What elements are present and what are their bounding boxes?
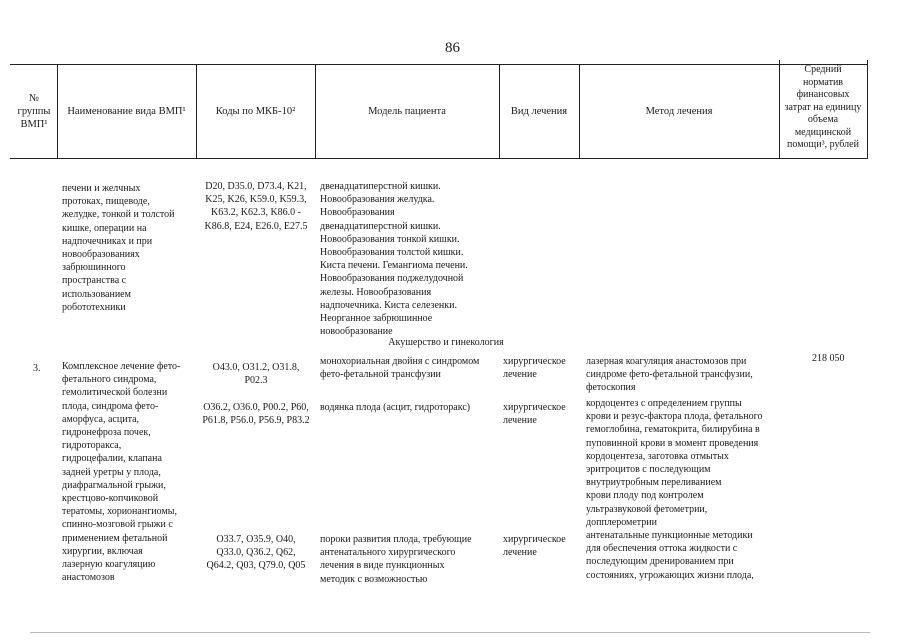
continuation-vmp-name: печени и желчных протоках, пищеводе, желудке, тонкой и толстой кишке, операции на надпочечниках и при новообразованиях забрюшинного пространства с использованием робототехники — [62, 183, 175, 313]
header-treatment-type: Вид лечения — [510, 105, 568, 117]
header-patient-model: Модель пациента — [368, 105, 446, 117]
row-2-treatment-method: кордоцентез с определением группы крови и резус-фактора плода, фетального гемоглобина, гематокрита, билирубина в пуповинной крови в момент проведения кордоцентеза, заготовка отмытых эритроцитов с последующим внутриутробным переливанием крови плоду под контролем ультразвуковой фетометрии, допплерометрии — [586, 398, 763, 528]
row-1-patient-model: монохориальная двойня с синдромом фето-фетальной трансфузии — [320, 356, 480, 381]
row-2-patient-model: водянка плода (асцит, гидроторакс) — [320, 402, 471, 413]
header-treatment-method: Метод лечения — [645, 105, 713, 117]
row-1-treatment-method: лазерная коагуляция анастомозов при синдроме фето-фетальной трансфузии, фетоскопия — [586, 356, 753, 394]
header-group-number: № группы ВМП¹ — [17, 92, 51, 130]
row-3-patient-model: пороки развития плода, требующие антенатального хирургического лечения в виде пункционных методик с возможностью — [320, 534, 472, 585]
section-title: Акушерство и гинекология — [388, 337, 504, 348]
row-1-treatment-type: хирургическое лечение — [503, 356, 566, 381]
scan-artifact — [30, 632, 870, 633]
group-cost: 218 050 — [812, 353, 845, 364]
row-2-icd-codes: O36.2, O36.0, P00.2, P60, P61.8, P56.0, P56.9, P83.2 — [202, 402, 310, 427]
group-number: 3. — [33, 363, 41, 374]
header-bottom-border — [10, 158, 868, 159]
continuation-patient-model: двенадцатиперстной кишки. Новообразования желудка. Новообразования двенадцатиперстной кишки. Новообразования тонкой кишки. Новообразования толстой кишки. Киста печени. Гемангиома печени. Новообразования поджелудочной железы. Новообразования надпочечника. Киста селезенки. Неорганное забрюшинное новообразование — [320, 181, 468, 338]
header-vmp-name: Наименование вида ВМП¹ — [67, 105, 186, 117]
row-3-treatment-type: хирургическое лечение — [503, 534, 566, 559]
row-3-icd-codes: O33.7, O35.9, O40, Q33.0, Q36.2, Q62, Q64.2, Q03, Q79.0, Q05 — [206, 534, 306, 572]
row-2-treatment-type: хирургическое лечение — [503, 402, 566, 427]
header-icd-codes: Коды по МКБ-10² — [215, 105, 296, 117]
header-cost: Средний норматив финансовых затрат на единицу объема медицинской помощи³, рублей — [784, 63, 862, 151]
continuation-icd-codes: D20, D35.0, D73.4, K21, K25, K26, K59.0, K59.3, K63.2, K62.3, K86.0 - K86.8, E24, E26.0, E27.5 — [204, 181, 308, 232]
group-vmp-name: Комплексное лечение фето- фетального синдрома, гемолитической болезни плода, синдрома фето- аморфуса, асцита, гидронефроза почек, гидроторакса, гидроцефалии, клапана задней уретры у плода, диафрагмальной грыжи, крестцово-копчиковой тератомы, хорионангиомы, спинно-мозговой грыжи с применением фетальной хирургии, включая лазерную коагуляцию анастомозов — [62, 361, 181, 584]
row-1-icd-codes: O43.0, O31.2, O31.8, P02.3 — [212, 362, 300, 387]
row-3-treatment-method: антенатальные пункционные методики для обеспечения оттока жидкости с последующим дренированием при состояниях, угрожающих жизни плода, — [586, 530, 754, 581]
column-divider — [867, 60, 868, 159]
page-number: 86 — [445, 40, 460, 56]
